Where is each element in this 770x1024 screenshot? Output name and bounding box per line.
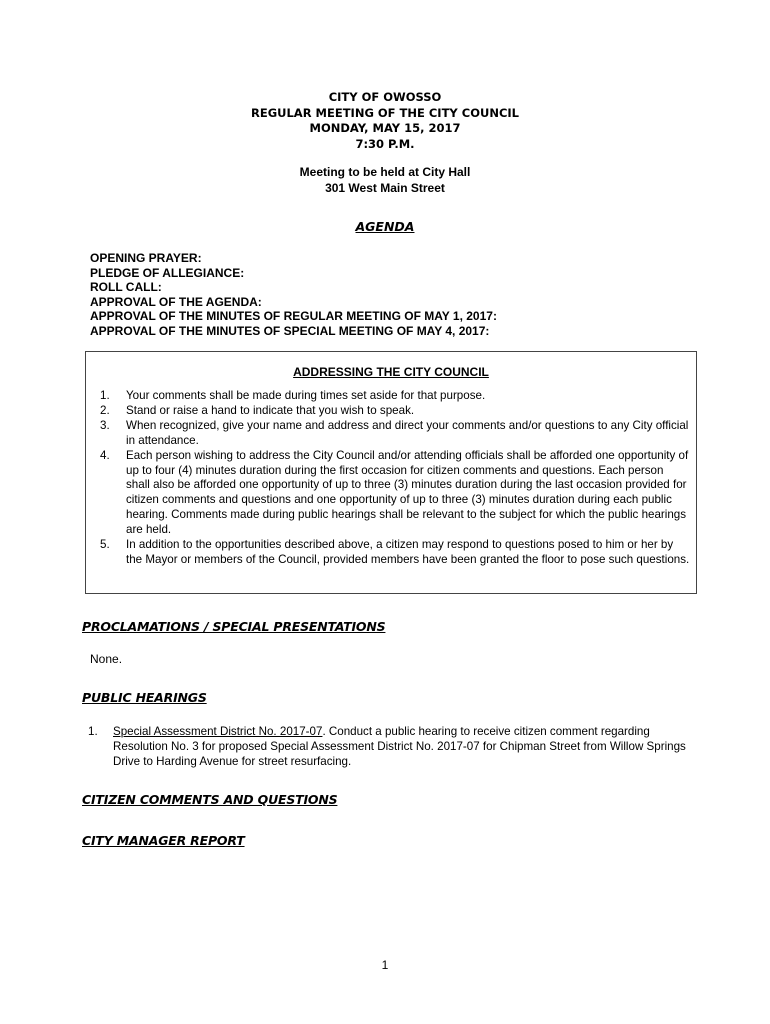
section-heading-citizen-comments: CITIZEN COMMENTS AND QUESTIONS: [82, 792, 338, 807]
section-heading-public-hearings: PUBLIC HEARINGS: [82, 690, 207, 705]
opening-item: APPROVAL OF THE AGENDA:: [90, 294, 262, 309]
rule-item: [100, 419, 690, 449]
rule-text: Each person wishing to address the City Council and/or attending officials shall be afforded one opportunity of up to four (4) minutes duration during the first occasion for citizen comments and questions. Each person shall also be afforded one opportunity of up to three (3) minutes duration during the last occasion provided for citizen comments and questions and one opportunity of up to three (3) minutes duration during each public hearing. Comments made during public hearings shall be relevant to the subject for which the public hearings are held.: [126, 448, 689, 537]
rule-number: 2.: [100, 403, 110, 417]
meeting-title: REGULAR MEETING OF THE CITY COUNCIL: [250, 105, 519, 120]
rule-item: [100, 404, 690, 419]
rule-number: 5.: [100, 538, 110, 552]
rule-item: [100, 538, 690, 568]
opening-item: OPENING PRAYER:: [90, 251, 202, 265]
proclamations-none: None.: [90, 652, 123, 666]
venue-line-2: 301 West Main Street: [325, 181, 445, 195]
opening-items: [90, 251, 497, 338]
city-name: CITY OF OWOSSO: [328, 90, 442, 104]
addressing-council-title: ADDRESSING THE CITY COUNCIL: [293, 365, 489, 379]
hearing-link[interactable]: Special Assessment District No. 2017-07: [113, 725, 323, 738]
venue-line-1: Meeting to be held at City Hall: [299, 165, 471, 179]
opening-item: ROLL CALL:: [90, 280, 162, 294]
rule-number: 3.: [100, 418, 110, 432]
rule-text: When recognized, give your name and address and direct your comments and/or questions to any City official in attendance.: [126, 418, 689, 447]
meeting-date: MONDAY, MAY 15, 2017: [309, 121, 461, 135]
meeting-time: 7:30 P.M.: [355, 136, 415, 151]
section-heading-city-manager: CITY MANAGER REPORT: [82, 833, 245, 848]
page-number: 1: [381, 958, 389, 972]
document-header: [0, 90, 770, 152]
section-heading-proclamations: PROCLAMATIONS / SPECIAL PRESENTATIONS: [82, 619, 386, 634]
opening-item: APPROVAL OF THE MINUTES OF SPECIAL MEETING OF MAY 4, 2017:: [90, 323, 490, 338]
opening-item: PLEDGE OF ALLEGIANCE:: [90, 265, 245, 280]
agenda-title: AGENDA: [355, 219, 415, 234]
meeting-venue: [0, 164, 770, 196]
addressing-rules-list: [100, 389, 690, 568]
rule-item: [100, 449, 690, 538]
hearing-description: . Conduct a public hearing to receive citizen comment regarding Resolution No. 3 for proposed Special Assessment District No. 2017-07 for Chipman Street from Willow Springs Drive to Harding Avenue for street resurfacing.: [113, 725, 686, 768]
rule-text: In addition to the opportunities described above, a citizen may respond to questions posed to him or her by the Mayor or members of the Council, provided members have been granted the floor to pose such questions.: [126, 538, 690, 566]
rule-text: Stand or raise a hand to indicate that you wish to speak.: [126, 403, 415, 417]
public-hearing-item: [88, 724, 698, 769]
rule-number: 4.: [100, 448, 110, 462]
hearing-body: [113, 724, 698, 769]
addressing-council-box: [85, 351, 697, 594]
hearing-number: 1.: [88, 725, 98, 738]
rule-item: [100, 389, 690, 404]
rule-text: Your comments shall be made during times set aside for that purpose.: [126, 389, 486, 402]
opening-item: APPROVAL OF THE MINUTES OF REGULAR MEETING OF MAY 1, 2017:: [90, 309, 497, 323]
rule-number: 1.: [100, 389, 110, 402]
